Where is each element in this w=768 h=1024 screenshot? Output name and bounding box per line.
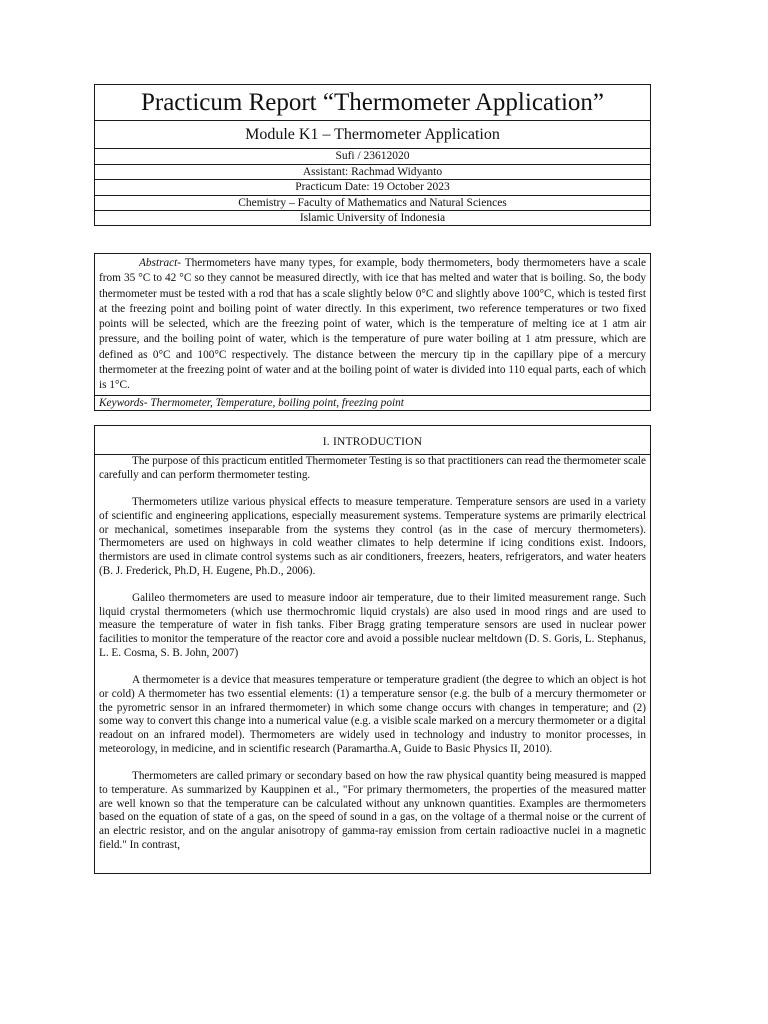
module-name: Module K1 – Thermometer Application — [95, 121, 650, 149]
main-content-box — [94, 425, 651, 874]
university: Islamic University of Indonesia — [299, 212, 446, 224]
paragraph: A thermometer is a device that measures temperature or temperature gradient (the degree to which an object is hot or cold) A thermometer has two essential elements: (1) a temperature sensor (e.g. the bulb of a mercury thermometer or the pyrometric sensor in an infrared thermometer) in which some change occurs with changes in temperature; and (2) some way to convert this change into a numerical value (e.g. a visible scale marked on a mercury thermometer or a digital readout on an infrared model). Thermometers are widely used in technology and industry to monitor processes, in meteorology, in medicine, and in scientific research (Paramartha.A, Guide to Basic Physics II, 2010). — [99, 674, 646, 755]
section-heading-introduction: I. INTRODUCTION — [95, 426, 650, 455]
abstract-body: - Thermometers have many types, for example, body thermometers, body thermometers have a scale from 35 °C to 42 °C so they cannot be measured directly, with ice that has melted and water that is boiling. So, the body thermometer must be tested with a rod that has a scale slightly below 0°C and slightly above 100°C, which is tested first at the freezing point and boiling point of water directly. In this experiment, two reference temperatures or two fixed points will be selected, which are the freezing point of water, which is the temperature of melting ice at 1 atm air pressure, and the boiling point of water, which is the temperature of pure water boiling at 1 atm pressure, which are defined as 0°C and 100°C respectively. The distance between the mercury tip in the capillary pipe of a mercury thermometer at the freezing point of water and at the boiling point of water is divided into 110 equal parts, each of which is 1°C. — [99, 257, 646, 392]
paragraph: The purpose of this practicum entitled Thermometer Testing is so that practitioners can read the thermometer scale carefully and can perform thermometer testing. — [99, 455, 646, 481]
practicum-date: Practicum Date: 19 October 2023 — [95, 180, 650, 196]
report-header-table — [94, 84, 651, 226]
keywords: Keywords- Thermometer, Temperature, boiling point, freezing point — [95, 395, 650, 410]
paragraph: Galileo thermometers are used to measure indoor air temperature, due to their limited measurement range. Such liquid crystal thermometers (which use thermochromic liquid crystals) are also used in mood rings and are used to measure the temperature of water in fish tanks. Fiber Bragg grating temperature sensors are used in nuclear power facilities to monitor the temperature of the reactor core and avoid a possible nuclear meltdown (D. S. Goris, L. Stephanus, L. E. Cosma, S. B. John, 2007) — [99, 592, 646, 659]
report-title: Practicum Report “Thermometer Application” — [95, 85, 650, 121]
department: Chemistry – Faculty of Mathematics and Natural Sciences — [95, 196, 650, 212]
paragraph: Thermometers are called primary or secondary based on how the raw physical quantity being measured is mapped to temperature. As summarized by Kauppinen et al., "For primary thermometers, the properties of the measured matter are well known so that the temperature can be calculated without any unknown quantities. Examples are thermometers based on the equation of state of a gas, on the speed of sound in a gas, on the voltage of a thermal noise or the current of an electric resistor, and on the angular anisotropy of gamma-ray emission from certain radioactive nuclei in a magnetic field." In contrast, — [99, 770, 646, 851]
abstract-lead: Abstract — [139, 257, 178, 269]
assistant-name: Assistant: Rachmad Widyanto — [95, 165, 650, 181]
abstract-text — [95, 254, 650, 395]
abstract-box — [94, 253, 651, 411]
paragraph: Thermometers utilize various physical effects to measure temperature. Temperature sensors are used in a variety of scientific and engineering applications, especially measurement systems. Temperature systems are primarily electrical or mechanical, sometimes inseparable from the systems they control (as in the case of mercury thermometers). Thermometers are used on highways in cold weather climates to help determine if icing conditions exist. Indoors, thermistors are used in climate control systems such as air conditioners, freezers, heaters, refrigerators, and water heaters (B. J. Frederick, Ph.D, H. Eugene, Ph.D., 2006). — [99, 496, 646, 577]
author-id: Sufi / 23612020 — [95, 149, 650, 165]
